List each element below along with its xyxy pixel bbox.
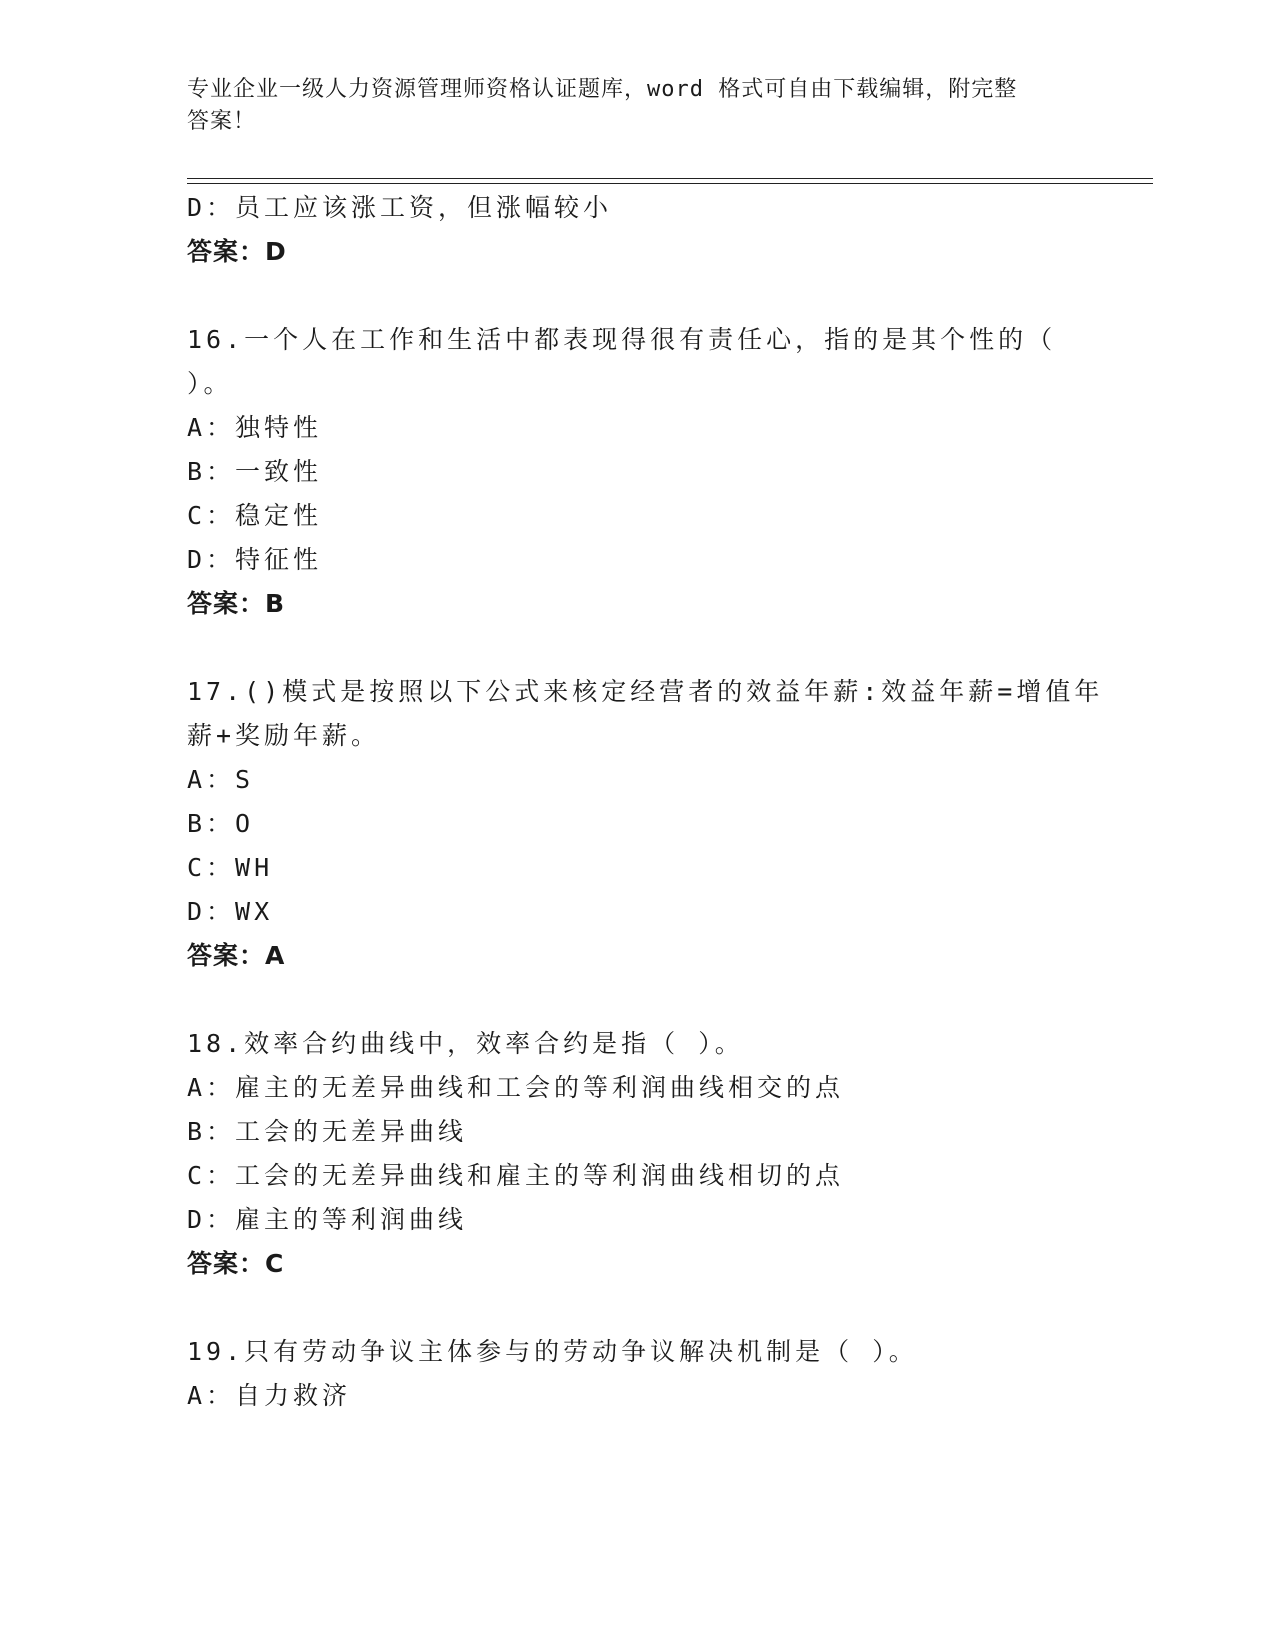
question-17-option-c: C：WH [187, 853, 274, 882]
question-16-option-d: D：特征性 [187, 545, 323, 574]
question-16-option-c: C：稳定性 [187, 501, 323, 530]
question-16-text-line-1: 16.一个人在工作和生活中都表现得很有责任心，指的是其个性的（ [187, 325, 1057, 354]
question-18-option-d: D：雇主的等利润曲线 [187, 1205, 468, 1234]
question-17-option-b: B：O [187, 809, 255, 838]
question-17-text-line-1: 17.()模式是按照以下公式来核定经营者的效益年薪:效益年薪=增值年 [187, 677, 1104, 706]
header-divider-top [187, 178, 1153, 179]
question-19-option-a: A：自力救济 [187, 1381, 352, 1410]
question-17-option-a: A：S [187, 765, 255, 794]
question-17-option-d: D：WX [187, 897, 274, 926]
question-16-option-a: A：独特性 [187, 413, 323, 442]
header-divider-bottom [187, 183, 1153, 184]
question-18-text-line-1: 18.效率合约曲线中，效率合约是指（ ）。 [187, 1029, 744, 1058]
header-line-2: 答案！ [187, 109, 257, 134]
document-header [187, 74, 1087, 138]
header-line-1: 专业企业一级人力资源管理师资格认证题库，word 格式可自由下载编辑，附完整 [187, 77, 1018, 102]
question-19-text-line-1: 19.只有劳动争议主体参与的劳动争议解决机制是（ ）。 [187, 1337, 918, 1366]
question-16-text-line-2: ）。 [187, 369, 233, 398]
question-18-option-c: C：工会的无差异曲线和雇主的等利润曲线相切的点 [187, 1161, 845, 1190]
question-18-answer: 答案：C [187, 1249, 285, 1278]
prev-answer: 答案：D [187, 237, 287, 266]
question-17-answer: 答案：A [187, 941, 286, 970]
question-17-text-line-2: 薪+奖励年薪。 [187, 721, 381, 750]
question-18-option-a: A：雇主的无差异曲线和工会的等利润曲线相交的点 [187, 1073, 845, 1102]
question-18-option-b: B：工会的无差异曲线 [187, 1117, 468, 1146]
question-16-answer: 答案：B [187, 589, 286, 618]
question-16-option-b: B：一致性 [187, 457, 323, 486]
prev-option-d: D：员工应该涨工资，但涨幅较小 [187, 193, 613, 222]
